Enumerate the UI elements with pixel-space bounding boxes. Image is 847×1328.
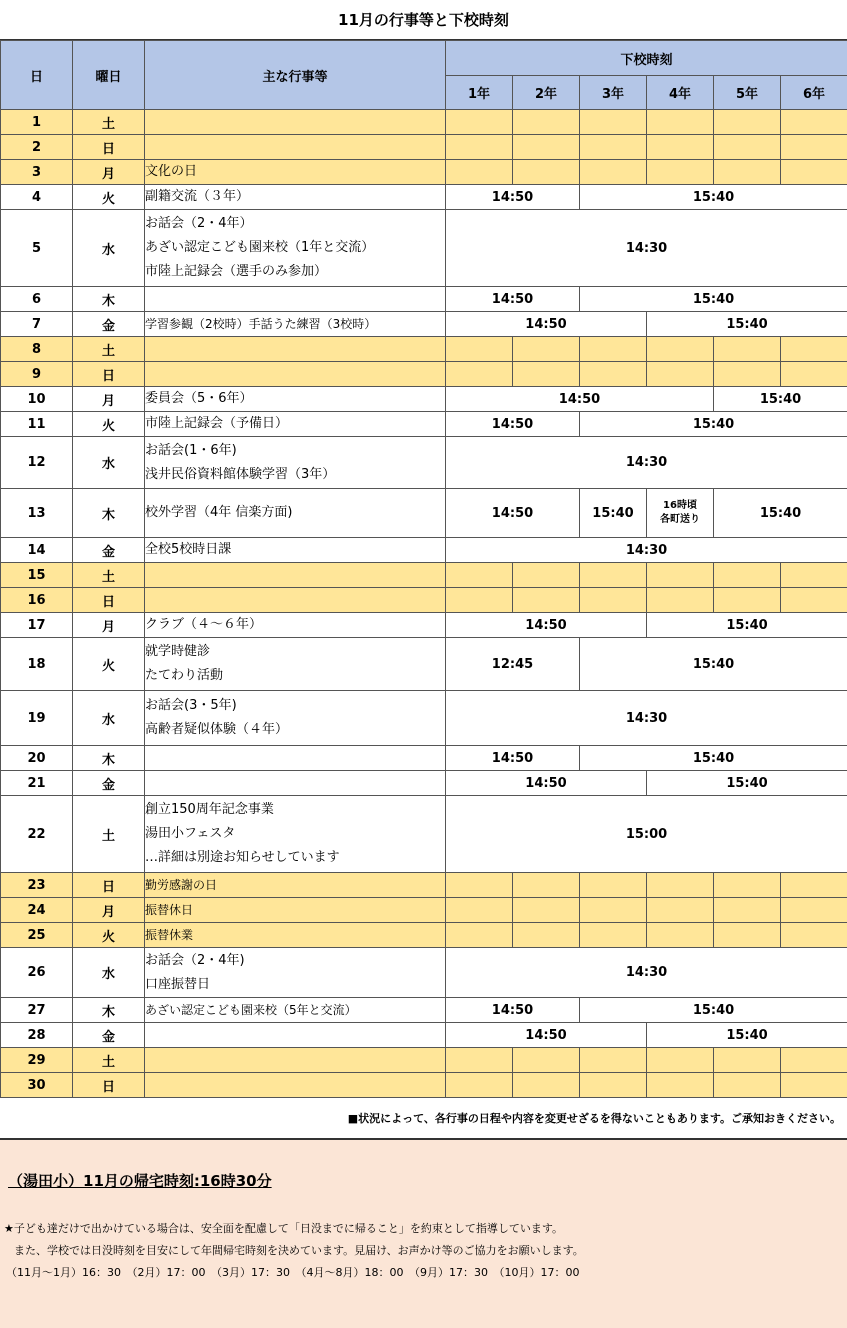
table-row	[1, 613, 847, 638]
weekday-cell: 金	[73, 771, 145, 796]
day-cell: 25	[1, 923, 73, 948]
weekday-cell: 月	[73, 160, 145, 185]
events-cell	[145, 998, 446, 1023]
time-cell: 12:45	[446, 638, 580, 691]
events-cell	[145, 691, 446, 746]
time-cell: 14:50	[446, 998, 580, 1023]
time-cell: 14:50	[446, 312, 647, 337]
time-cell: 15:40	[580, 185, 847, 210]
event-text: あざい認定こども園来校（5年と交流）	[145, 1003, 357, 1017]
time-cell: 14:30	[446, 437, 847, 489]
events-cell	[145, 898, 446, 923]
weekday-cell: 水	[73, 437, 145, 489]
day-cell: 29	[1, 1048, 73, 1073]
events-cell	[145, 948, 446, 998]
events-cell	[145, 185, 446, 210]
day-cell: 1	[1, 110, 73, 135]
events-cell	[145, 588, 446, 613]
event-text: お話会（2・4年)	[145, 952, 245, 968]
table-row	[1, 691, 847, 746]
return-time-text: ★子ども達だけで出かけている場合は、安全面を配慮して「日没までに帰ること」を約束として指導しています。	[4, 1222, 563, 1235]
day-cell: 4	[1, 185, 73, 210]
time-cell: 15:00	[446, 796, 847, 873]
event-text: たてわり活動	[145, 668, 224, 683]
day-cell: 26	[1, 948, 73, 998]
return-time-text: また、学校では日没時刻を目安にして年間帰宅時刻を決めています。見届け、お声かけ等のご協力をお願いします。	[14, 1244, 584, 1257]
weekday-cell: 火	[73, 185, 145, 210]
table-row	[1, 210, 847, 287]
event-text: お話会（2・4年）	[145, 216, 253, 231]
header-grade-3: 3年	[580, 76, 647, 110]
day-cell: 20	[1, 746, 73, 771]
day-cell: 24	[1, 898, 73, 923]
day-cell: 21	[1, 771, 73, 796]
event-text: 創立150周年記念事業	[145, 802, 274, 817]
table-row	[1, 538, 847, 563]
disclaimer-note: ■状況によって、各行事の日程や内容を変更せざるを得ないこともあります。ご承知おきください。	[347, 1112, 841, 1125]
time-cell: 15:40	[580, 287, 847, 312]
header-day: 日	[1, 41, 73, 110]
events-cell	[145, 873, 446, 898]
table-row	[1, 1073, 847, 1098]
events-cell	[145, 312, 446, 337]
day-cell: 22	[1, 796, 73, 873]
return-time-heading: （湯田小）11月の帰宅時刻:16時30分	[8, 1172, 272, 1190]
weekday-cell: 水	[73, 210, 145, 287]
weekday-cell: 日	[73, 135, 145, 160]
time-cell: 14:50	[446, 771, 647, 796]
weekday-cell: 火	[73, 923, 145, 948]
weekday-cell: 水	[73, 948, 145, 998]
event-text: 市陸上記録会（予備日）	[145, 416, 289, 431]
event-text: …詳細は別途お知らせしています	[145, 850, 340, 865]
weekday-cell: 木	[73, 489, 145, 538]
events-cell	[145, 287, 446, 312]
events-cell	[145, 160, 446, 185]
weekday-cell: 火	[73, 638, 145, 691]
events-cell	[145, 387, 446, 412]
events-cell	[145, 1073, 446, 1098]
day-cell: 2	[1, 135, 73, 160]
table-row	[1, 110, 847, 135]
page-title: 11月の行事等と下校時刻	[0, 0, 847, 40]
table-row	[1, 135, 847, 160]
time-cell: 14:30	[446, 691, 847, 746]
events-cell	[145, 1023, 446, 1048]
events-cell	[145, 613, 446, 638]
time-cell: 15:40	[647, 771, 847, 796]
events-cell	[145, 337, 446, 362]
time-cell: 14:50	[446, 185, 580, 210]
events-cell	[145, 437, 446, 489]
table-row	[1, 948, 847, 998]
table-row	[1, 312, 847, 337]
table-row	[1, 160, 847, 185]
day-cell: 23	[1, 873, 73, 898]
return-time-schedule: （11月～1月）16：30 （2月）17：00 （3月）17：30 （4月～8月）18：00 （9月）17：30 （10月）17：00	[6, 1266, 580, 1279]
header-weekday: 曜日	[73, 41, 145, 110]
table-row	[1, 1023, 847, 1048]
day-cell: 14	[1, 538, 73, 563]
events-cell	[145, 923, 446, 948]
time-cell: 15:40	[580, 638, 847, 691]
weekday-cell: 水	[73, 691, 145, 746]
time-cell: 15:40	[647, 613, 847, 638]
event-text: 全校5校時日課	[145, 542, 232, 557]
weekday-cell: 土	[73, 796, 145, 873]
event-text: お話会(1・6年)	[145, 442, 237, 458]
schedule-table	[0, 40, 847, 1098]
weekday-cell: 木	[73, 746, 145, 771]
table-row	[1, 923, 847, 948]
time-cell: 15:40	[714, 489, 847, 538]
header-events: 主な行事等	[145, 41, 446, 110]
time-cell: 15:40	[580, 746, 847, 771]
day-cell: 30	[1, 1073, 73, 1098]
weekday-cell: 木	[73, 287, 145, 312]
weekday-cell: 日	[73, 588, 145, 613]
day-cell: 18	[1, 638, 73, 691]
time-cell: 14:50	[446, 489, 580, 538]
time-cell: 15:40	[580, 489, 647, 538]
time-cell-grade-4	[647, 489, 714, 538]
day-cell: 12	[1, 437, 73, 489]
event-text: 学習参観（2校時）手話うた練習（3校時）	[145, 317, 377, 331]
weekday-cell: 木	[73, 998, 145, 1023]
table-row	[1, 1048, 847, 1073]
header-grade-1: 1年	[446, 76, 513, 110]
table-row	[1, 796, 847, 873]
event-text: あざい認定こども園来校（1年と交流）	[145, 240, 375, 255]
weekday-cell: 土	[73, 110, 145, 135]
time-cell: 14:50	[446, 287, 580, 312]
event-text: 市陸上記録会（選手のみ参加）	[145, 264, 328, 279]
events-cell	[145, 638, 446, 691]
time-cell: 14:30	[446, 538, 847, 563]
table-row	[1, 563, 847, 588]
weekday-cell: 金	[73, 312, 145, 337]
header-grade-5: 5年	[714, 76, 781, 110]
table-row	[1, 588, 847, 613]
event-text: 就学時健診	[145, 644, 211, 659]
day-cell: 3	[1, 160, 73, 185]
time-text: 16時頃	[663, 500, 697, 511]
table-row	[1, 437, 847, 489]
time-cell: 15:40	[714, 387, 847, 412]
weekday-cell: 日	[73, 362, 145, 387]
event-text: 校外学習（4年 信楽方面)	[145, 505, 293, 520]
table-row	[1, 337, 847, 362]
weekday-cell: 金	[73, 538, 145, 563]
event-text: クラブ（４～６年）	[145, 617, 263, 632]
day-cell: 15	[1, 563, 73, 588]
time-cell: 15:40	[647, 1023, 847, 1048]
day-cell: 19	[1, 691, 73, 746]
table-row	[1, 412, 847, 437]
event-text: 口座振替日	[145, 976, 211, 992]
day-cell: 8	[1, 337, 73, 362]
table-row	[1, 771, 847, 796]
time-cell: 15:40	[580, 998, 847, 1023]
time-cell: 14:50	[446, 412, 580, 437]
time-cell: 15:40	[647, 312, 847, 337]
event-text: 高齢者疑似体験（４年）	[145, 722, 289, 737]
weekday-cell: 金	[73, 1023, 145, 1048]
header-grade-2: 2年	[513, 76, 580, 110]
day-cell: 10	[1, 387, 73, 412]
events-cell	[145, 210, 446, 287]
events-cell	[145, 796, 446, 873]
events-cell	[145, 771, 446, 796]
weekday-cell: 土	[73, 1048, 145, 1073]
event-text: 湯田小フェスタ	[145, 826, 236, 841]
table-row	[1, 489, 847, 538]
table-row	[1, 362, 847, 387]
time-cell: 14:50	[446, 746, 580, 771]
header-grade-6: 6年	[781, 76, 847, 110]
return-time-box	[0, 1138, 847, 1328]
time-cell: 14:30	[446, 948, 847, 998]
day-cell: 6	[1, 287, 73, 312]
time-cell: 14:50	[446, 387, 714, 412]
events-cell	[145, 362, 446, 387]
weekday-cell: 土	[73, 563, 145, 588]
table-row	[1, 873, 847, 898]
weekday-cell: 日	[73, 1073, 145, 1098]
header-grade-4: 4年	[647, 76, 714, 110]
weekday-cell: 火	[73, 412, 145, 437]
time-cell: 14:50	[446, 613, 647, 638]
day-cell: 13	[1, 489, 73, 538]
event-text: 委員会（5・6年）	[145, 391, 253, 406]
day-cell: 11	[1, 412, 73, 437]
day-cell: 17	[1, 613, 73, 638]
time-subtext: 各町送り	[660, 514, 700, 525]
weekday-cell: 土	[73, 337, 145, 362]
table-row	[1, 998, 847, 1023]
weekday-cell: 月	[73, 387, 145, 412]
events-cell	[145, 412, 446, 437]
weekday-cell: 月	[73, 613, 145, 638]
event-text: 文化の日	[145, 164, 198, 179]
events-cell	[145, 746, 446, 771]
time-cell: 14:50	[446, 1023, 647, 1048]
table-row	[1, 638, 847, 691]
events-cell	[145, 135, 446, 160]
event-text: 勤労感謝の日	[145, 878, 218, 892]
time-cell: 14:30	[446, 210, 847, 287]
events-cell	[145, 563, 446, 588]
day-cell: 28	[1, 1023, 73, 1048]
event-text: 振替休日	[145, 903, 194, 917]
event-text: 振替休業	[145, 928, 194, 942]
events-cell	[145, 110, 446, 135]
event-text: お話会(3・5年)	[145, 698, 237, 713]
day-cell: 9	[1, 362, 73, 387]
table-row	[1, 387, 847, 412]
day-cell: 5	[1, 210, 73, 287]
events-cell	[145, 538, 446, 563]
header-dismissal: 下校時刻	[446, 41, 847, 76]
table-row	[1, 898, 847, 923]
weekday-cell: 月	[73, 898, 145, 923]
events-cell	[145, 1048, 446, 1073]
day-cell: 27	[1, 998, 73, 1023]
time-cell: 15:40	[580, 412, 847, 437]
table-row	[1, 185, 847, 210]
table-row	[1, 746, 847, 771]
events-cell	[145, 489, 446, 538]
table-row	[1, 287, 847, 312]
day-cell: 7	[1, 312, 73, 337]
event-text: 浅井民俗資料館体験学習（3年）	[145, 466, 336, 482]
event-text: 副籍交流（３年）	[145, 189, 250, 204]
day-cell: 16	[1, 588, 73, 613]
weekday-cell: 日	[73, 873, 145, 898]
